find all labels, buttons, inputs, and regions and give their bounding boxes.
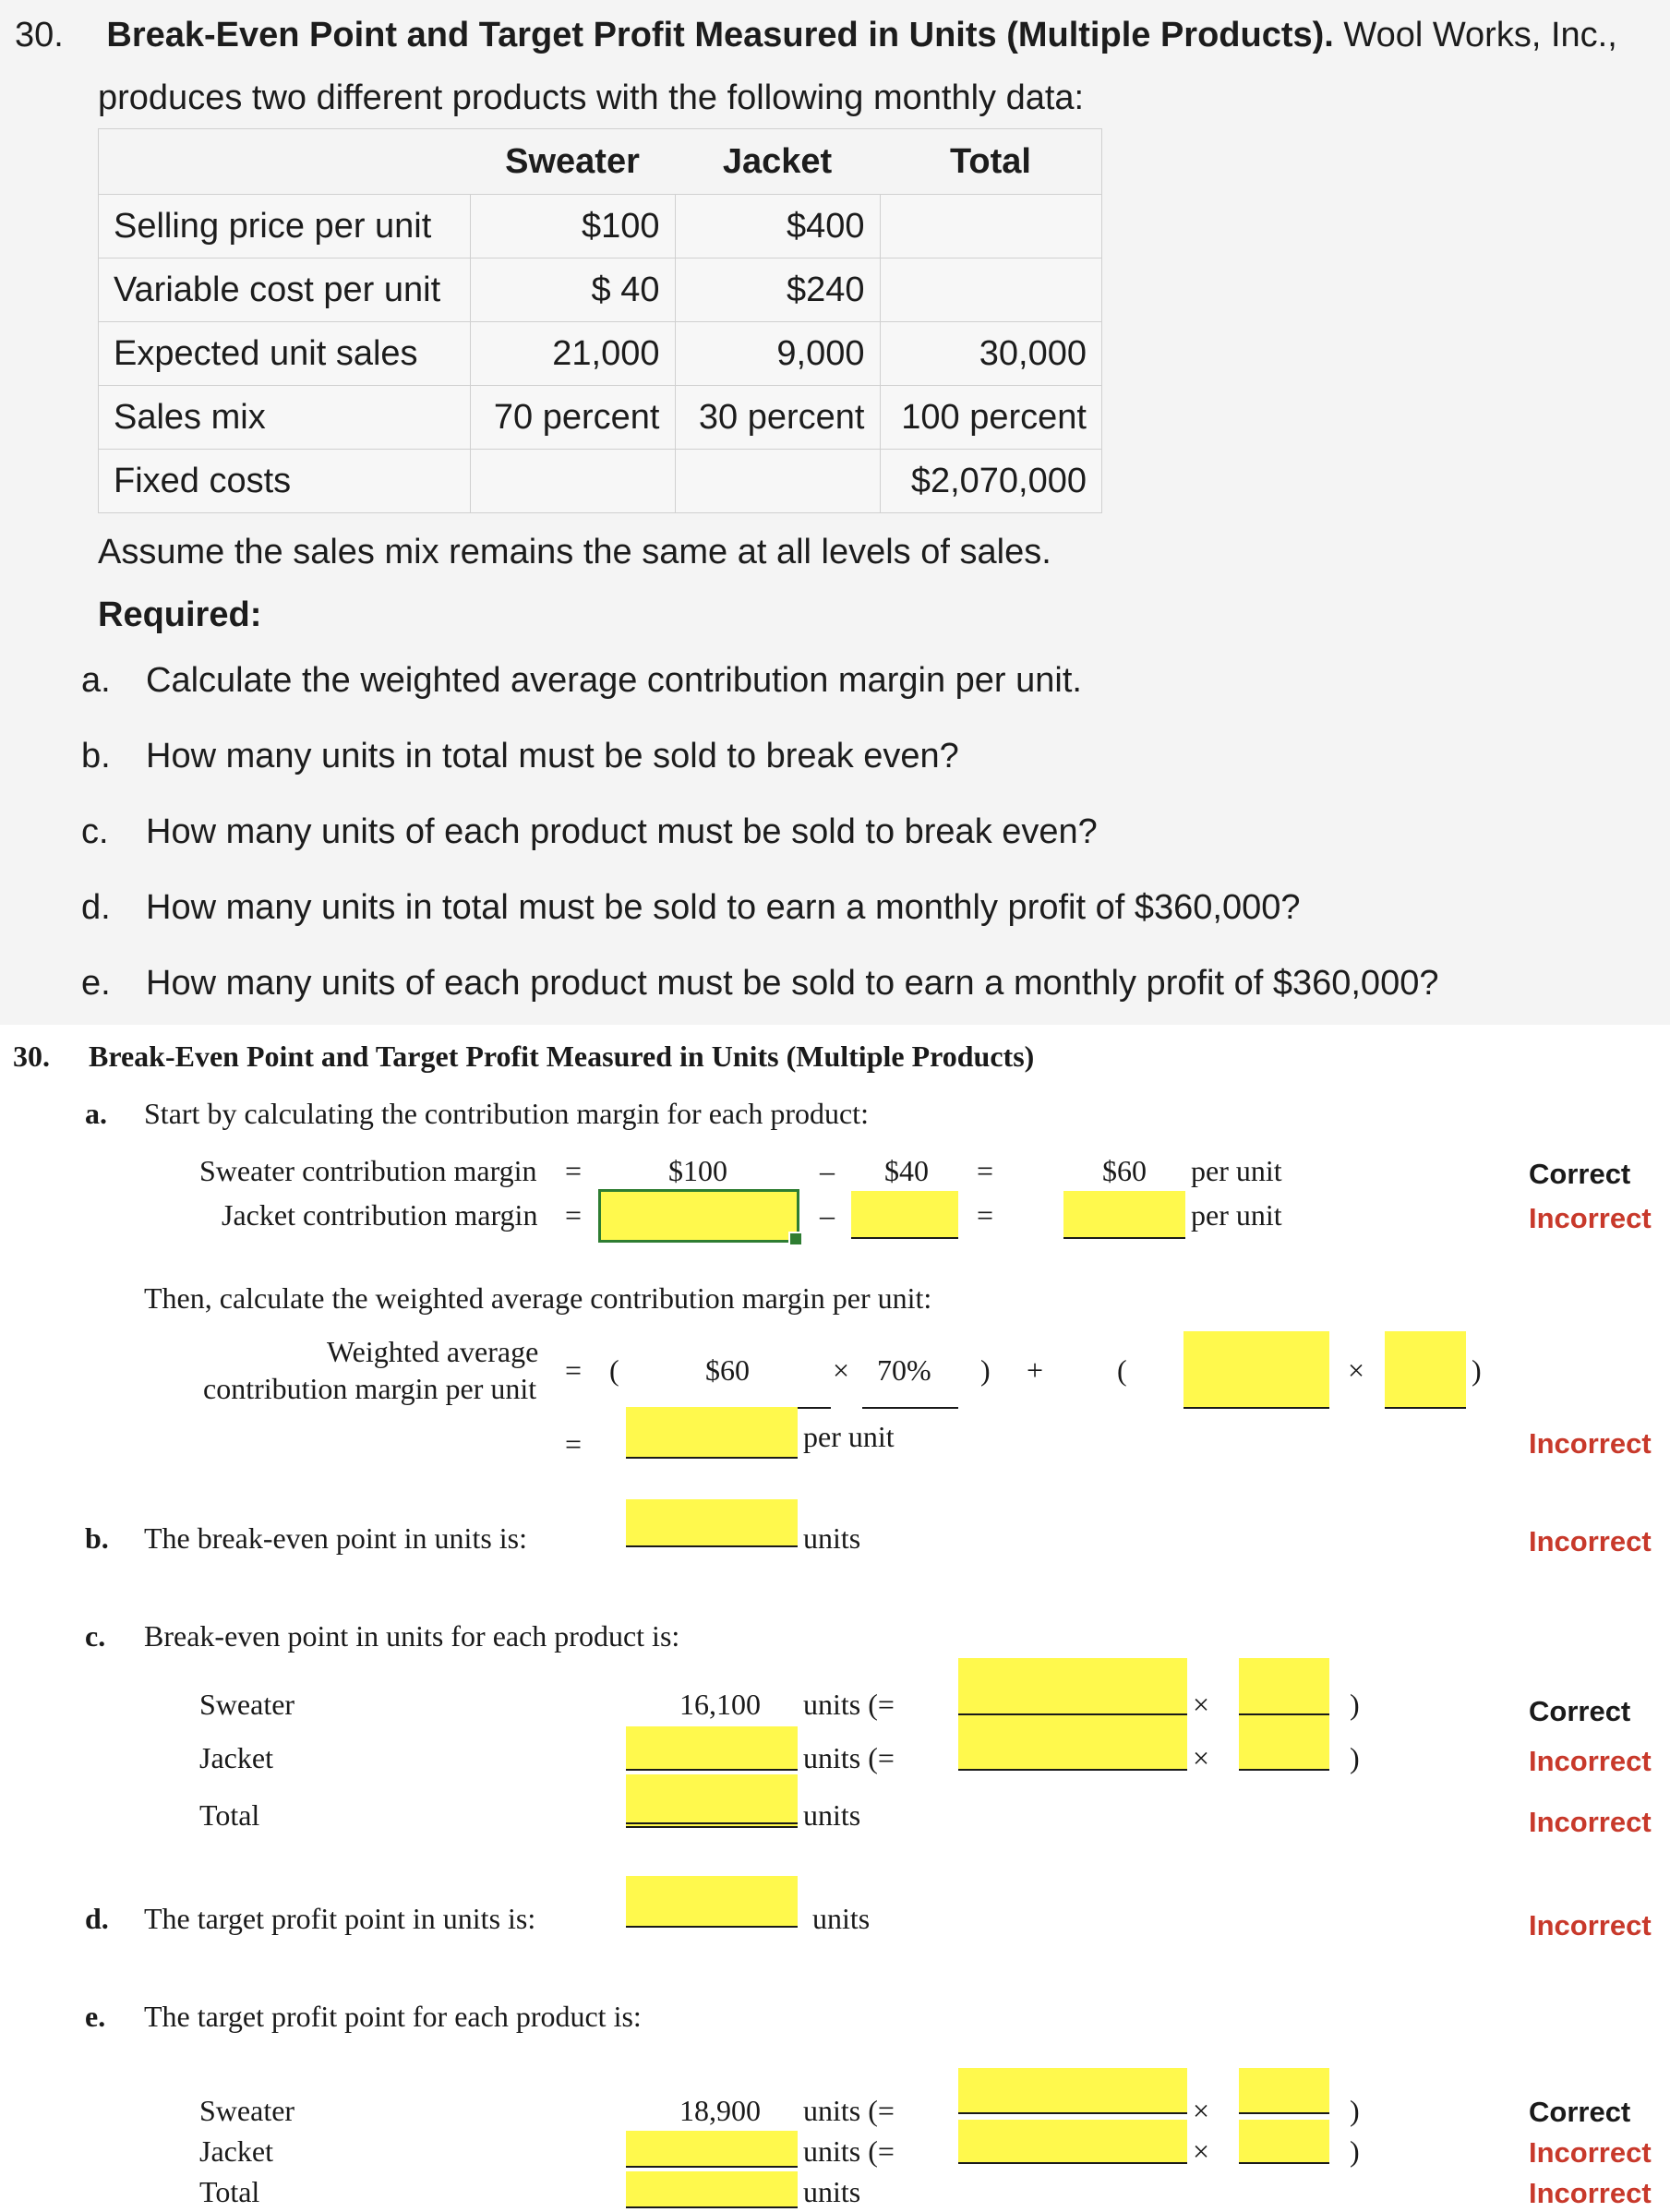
- sweater-price-value: $100: [668, 1154, 727, 1187]
- term1-cm-value: $60: [705, 1353, 750, 1387]
- table-row: [99, 258, 1102, 322]
- question-text: How many units of each product must be sold to earn a monthly profit of $360,000?: [146, 964, 1439, 1003]
- per-unit-label: per unit: [1191, 1154, 1282, 1187]
- total-label: Total: [199, 2175, 260, 2208]
- status-incorrect: Incorrect: [1529, 1202, 1652, 1234]
- status-correct: Correct: [1529, 1158, 1631, 1190]
- close-paren: ): [1350, 1688, 1360, 1721]
- units-label: units: [803, 1521, 861, 1555]
- question-text: How many units in total must be sold to break even?: [146, 737, 959, 775]
- equals-sign: =: [565, 1154, 583, 1187]
- status-incorrect: Incorrect: [1529, 1745, 1652, 1777]
- total-label: Total: [199, 1798, 260, 1832]
- open-paren: (: [1117, 1353, 1127, 1387]
- jacket-label: Jacket: [199, 1741, 273, 1774]
- sweater-cm-label: Sweater contribution margin: [199, 1154, 537, 1187]
- cell-total: $2,070,000: [880, 450, 1102, 513]
- sweater-label: Sweater: [199, 2094, 295, 2127]
- units-label: units: [803, 1798, 861, 1832]
- cell-sweater: 70 percent: [470, 386, 675, 450]
- problem-title: Break-Even Point and Target Profit Measured in Units (Multiple Products).: [106, 16, 1334, 54]
- problem-intro-1: Wool Works, Inc.,: [1343, 16, 1617, 54]
- cell-sweater: $100: [470, 195, 675, 258]
- sweater-tp-total-input[interactable]: [958, 2068, 1187, 2114]
- sweater-tp-mix-input[interactable]: [1239, 2068, 1329, 2114]
- part-e-text: The target profit point for each product is:: [144, 2000, 642, 2033]
- equals-sign: =: [565, 1198, 583, 1232]
- answer-worksheet: [0, 1025, 1670, 2209]
- jacket-tp-total-input[interactable]: [958, 2120, 1187, 2164]
- close-paren: ): [1350, 2094, 1360, 2127]
- cell-jacket: 30 percent: [675, 386, 880, 450]
- times-sign: ×: [1193, 1688, 1210, 1721]
- times-sign: ×: [1193, 2094, 1210, 2127]
- part-c-text: Break-even point in units for each product is:: [144, 1619, 680, 1653]
- jacket-tp-mix-input[interactable]: [1239, 2120, 1329, 2164]
- answer-title: Break-Even Point and Target Profit Measured in Units (Multiple Products): [89, 1040, 1035, 1073]
- close-paren: ): [1350, 2134, 1360, 2168]
- wacm-label-line1: Weighted average: [327, 1335, 539, 1368]
- table-row: [99, 450, 1102, 513]
- table-row: [99, 322, 1102, 386]
- part-b-text: The break-even point in units is:: [144, 1521, 528, 1555]
- breakeven-units-input[interactable]: [626, 1499, 798, 1547]
- per-unit-label: per unit: [1191, 1198, 1282, 1232]
- jacket-price-input[interactable]: [598, 1189, 799, 1243]
- sweater-vc-value: $40: [884, 1154, 929, 1187]
- row-label: Variable cost per unit: [99, 258, 471, 322]
- cell-total: [880, 195, 1102, 258]
- jacket-vc-input[interactable]: [851, 1191, 958, 1239]
- data-table: [98, 128, 1102, 513]
- table-header-sweater: Sweater: [505, 141, 640, 181]
- cell-jacket: $400: [675, 195, 880, 258]
- part-a-intro: Start by calculating the contribution margin for each product:: [144, 1097, 869, 1130]
- question-letter: c.: [81, 812, 109, 851]
- target-profit-units-input[interactable]: [626, 1876, 798, 1928]
- wacm-label-line2: contribution margin per unit: [203, 1372, 537, 1405]
- times-sign: ×: [833, 1353, 850, 1387]
- equals-sign: =: [977, 1154, 994, 1187]
- part-c-letter: c.: [85, 1619, 106, 1653]
- plus-sign: +: [1027, 1353, 1044, 1387]
- status-incorrect: Incorrect: [1529, 1427, 1652, 1460]
- term2-mix-input[interactable]: [1385, 1331, 1466, 1409]
- answer-number: 30.: [13, 1040, 50, 1073]
- open-paren: (: [609, 1353, 619, 1387]
- row-label: Sales mix: [99, 386, 471, 450]
- units-eq-label: units (=: [803, 2134, 895, 2168]
- part-b-letter: b.: [85, 1521, 109, 1555]
- minus-sign: –: [820, 1198, 835, 1232]
- per-unit-label: per unit: [803, 1420, 895, 1453]
- part-a-letter: a.: [85, 1097, 107, 1130]
- problem-heading: [15, 13, 1617, 57]
- status-correct: Correct: [1529, 1695, 1631, 1727]
- total-tp-units-input[interactable]: [626, 2171, 798, 2208]
- question-text: How many units of each product must be sold to break even?: [146, 812, 1098, 851]
- jacket-cm-input[interactable]: [1063, 1191, 1185, 1239]
- question-text: Calculate the weighted average contribution margin per unit.: [146, 661, 1082, 700]
- jacket-label: Jacket: [199, 2134, 273, 2168]
- times-sign: ×: [1193, 2134, 1210, 2168]
- sweater-cm-value: $60: [1102, 1154, 1147, 1187]
- jacket-be-total-input[interactable]: [958, 1715, 1187, 1771]
- close-paren: ): [980, 1353, 991, 1387]
- cell-total: 100 percent: [880, 386, 1102, 450]
- jacket-be-mix-input[interactable]: [1239, 1715, 1329, 1771]
- row-label: Expected unit sales: [99, 322, 471, 386]
- cell-sweater: [470, 450, 675, 513]
- term2-cm-input[interactable]: [1183, 1331, 1329, 1409]
- cell-jacket: [675, 450, 880, 513]
- part-d-letter: d.: [85, 1902, 109, 1935]
- times-sign: ×: [1193, 1741, 1210, 1774]
- equals-sign: =: [565, 1427, 583, 1461]
- cell-total: 30,000: [880, 322, 1102, 386]
- status-correct: Correct: [1529, 2096, 1631, 2128]
- status-incorrect: Incorrect: [1529, 1909, 1652, 1942]
- jacket-cm-label: Jacket contribution margin: [222, 1198, 538, 1232]
- table-row: [99, 386, 1102, 450]
- sweater-label: Sweater: [199, 1688, 295, 1721]
- sweater-tp-units-value: 18,900: [679, 2094, 761, 2127]
- part-e-letter: e.: [85, 2000, 106, 2033]
- minus-sign: –: [820, 1154, 835, 1187]
- close-paren: ): [1472, 1353, 1482, 1387]
- part-a-then: Then, calculate the weighted average contribution margin per unit:: [144, 1281, 932, 1315]
- jacket-tp-units-input[interactable]: [626, 2131, 798, 2168]
- table-header-jacket: Jacket: [722, 141, 833, 181]
- table-row: [99, 195, 1102, 258]
- status-incorrect: Incorrect: [1529, 1806, 1652, 1838]
- cell-sweater: 21,000: [470, 322, 675, 386]
- close-paren: ): [1350, 1741, 1360, 1774]
- problem-number: 30.: [15, 16, 64, 54]
- question-text: How many units in total must be sold to earn a monthly profit of $360,000?: [146, 888, 1301, 927]
- problem-panel: [0, 0, 1670, 1025]
- units-eq-label: units (=: [803, 2094, 895, 2127]
- cell-total: [880, 258, 1102, 322]
- table-header-blank: [99, 129, 471, 195]
- status-incorrect: Incorrect: [1529, 2177, 1652, 2209]
- term1-mix-value: 70%: [877, 1353, 931, 1387]
- row-label: Selling price per unit: [99, 195, 471, 258]
- underline: [862, 1407, 958, 1409]
- table-header-total: Total: [950, 141, 1031, 181]
- status-incorrect: Incorrect: [1529, 1525, 1652, 1557]
- sweater-be-units-value: 16,100: [679, 1688, 761, 1721]
- jacket-be-units-input[interactable]: [626, 1726, 798, 1771]
- question-letter: b.: [81, 737, 111, 775]
- sweater-be-mix-input[interactable]: [1239, 1658, 1329, 1715]
- units-label: units: [803, 2175, 861, 2208]
- table-header-row: [99, 129, 1102, 195]
- equals-sign: =: [977, 1198, 994, 1232]
- assumption-text: Assume the sales mix remains the same at all levels of sales.: [98, 533, 1051, 571]
- cell-jacket: 9,000: [675, 322, 880, 386]
- row-label: Fixed costs: [99, 450, 471, 513]
- question-letter: a.: [81, 661, 111, 700]
- units-eq-label: units (=: [803, 1741, 895, 1774]
- cell-fill-handle[interactable]: [788, 1232, 803, 1246]
- part-d-text: The target profit point in units is:: [144, 1902, 536, 1935]
- status-incorrect: Incorrect: [1529, 2136, 1652, 2169]
- wacm-result-input[interactable]: [626, 1407, 798, 1459]
- cell-jacket: $240: [675, 258, 880, 322]
- units-label: units: [812, 1902, 871, 1935]
- times-sign: ×: [1348, 1353, 1365, 1387]
- sweater-be-total-input[interactable]: [958, 1658, 1187, 1715]
- problem-intro-2: produces two different products with the following monthly data:: [98, 78, 1085, 117]
- required-heading: Required:: [98, 595, 262, 634]
- total-be-units-input[interactable]: [626, 1774, 798, 1828]
- equals-sign: =: [565, 1353, 583, 1387]
- question-letter: d.: [81, 888, 111, 927]
- units-eq-label: units (=: [803, 1688, 895, 1721]
- cell-sweater: $ 40: [470, 258, 675, 322]
- question-letter: e.: [81, 964, 111, 1003]
